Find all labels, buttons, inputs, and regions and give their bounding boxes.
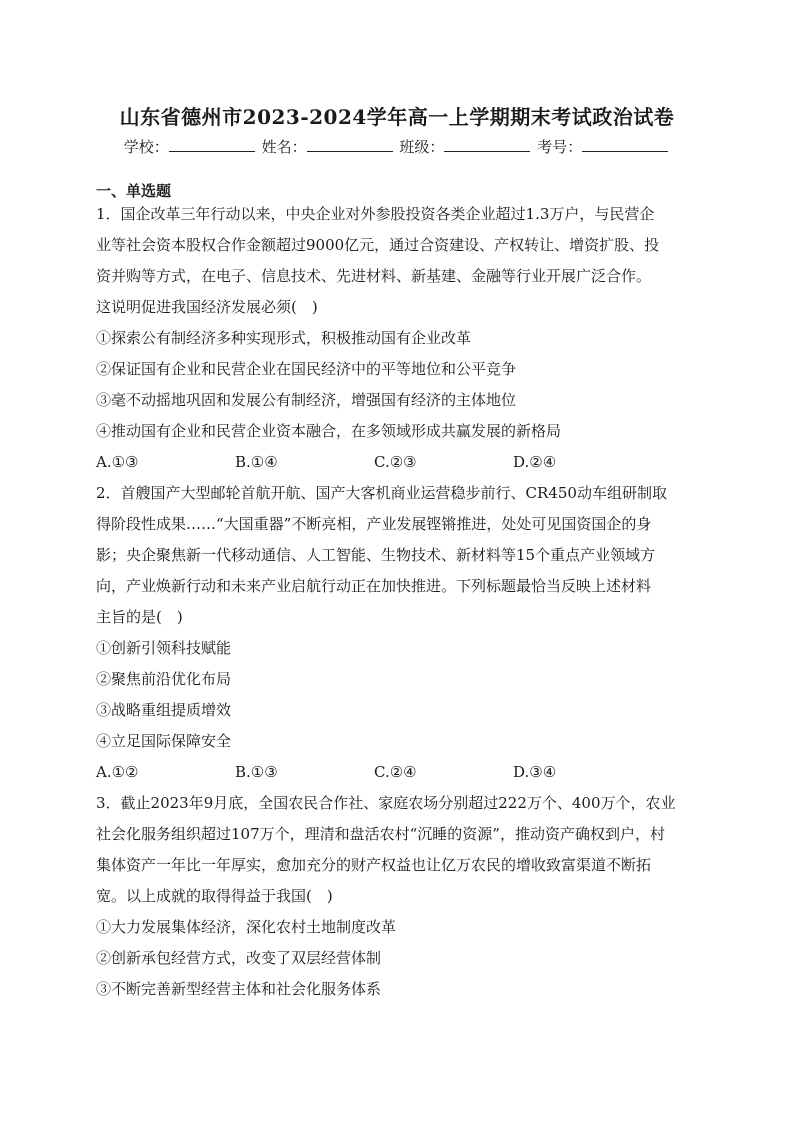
school-blank [169,137,255,152]
question-stem-line: 这说明促进我国经济发展必须( ) [96,298,318,316]
statement-item: ①创新引领科技赋能 [96,639,232,657]
statement-item: ④推动国有企业和民营企业资本融合，在多领域形成共赢发展的新格局 [96,422,562,440]
statement-item: ②聚焦前沿优化布局 [96,670,232,688]
answer-option: A.①② [96,763,139,781]
section-title: 一、单选题 [96,182,172,200]
page-title: 山东省德州市2023-2024学年高一上学期期末考试政治试卷 [119,105,675,129]
statement-item: ②创新承包经营方式，改变了双层经营体制 [96,949,382,967]
answer-options [96,757,696,788]
class-label: 班级： [399,138,445,156]
statement-item: ②保证国有企业和民营企业在国民经济中的平等地位和公平竞争 [96,360,517,378]
answer-options [96,447,696,478]
question-2 [96,478,696,788]
answer-option: B.①④ [235,453,278,471]
question-stem-line: 向，产业焕新行动和未来产业启航行动正在加快推进。下列标题最恰当反映上述材料 [96,577,652,595]
question-stem-line: 集体资产一年比一年厚实，愈加充分的财产权益也让亿万农民的增收致富渠道不断拓 [96,856,652,874]
question-stem-line: 社会化服务组织超过107万个，理清和盘活农村“沉睡的资源”，推动资产确权到户，村 [96,825,665,843]
question-stem-line: 业等社会资本股权合作金额超过9000亿元，通过合资建设、产权转让、增资扩股、投 [96,236,660,254]
question-stem-line: 2．首艘国产大型邮轮首航开航、国产大客机商业运营稳步前行、CR450动车组研制取 [96,484,667,502]
school-label: 学校： [123,138,169,156]
answer-option: C.②③ [374,453,417,471]
answer-option: C.②④ [374,763,417,781]
exam-number-label: 考号： [537,138,583,156]
question-stem-line: 3．截止2023年9月底，全国农民合作社、家庭农场分别超过222万个、400万个，农业 [96,794,676,812]
answer-option: B.①③ [235,763,278,781]
answer-option: D.③④ [513,763,557,781]
question-1 [96,199,696,478]
answer-option: D.②④ [513,453,557,471]
questions-body [96,199,696,1005]
name-blank [307,137,393,152]
question-stem-line: 宽。以上成就的取得得益于我国( ) [96,887,333,905]
question-stem-line: 资并购等方式，在电子、信息技术、先进材料、新基建、金融等行业开展广泛合作。 [96,267,652,285]
statement-item: ①探索公有制经济多种实现形式，积极推动国有企业改革 [96,329,472,347]
question-stem-line: 1．国企改革三年行动以来，中央企业对外参股投资各类企业超过1.3万户，与民营企 [96,205,655,223]
statement-item: ③毫不动摇地巩固和发展公有制经济，增强国有经济的主体地位 [96,391,517,409]
statement-item: ③不断完善新型经营主体和社会化服务体系 [96,980,382,998]
statement-item: ①大力发展集体经济，深化农村土地制度改革 [96,918,397,936]
name-label: 姓名： [261,138,307,156]
question-stem-line: 影；央企聚焦新一代移动通信、人工智能、生物技术、新材料等15个重点产业领域方 [96,546,656,564]
statement-item: ④立足国际保障安全 [96,732,232,750]
statement-item: ③战略重组提质增效 [96,701,232,719]
question-stem-line: 得阶段性成果……“大国重器”不断亮相，产业发展铿锵推进，处处可见国资国企的身 [96,515,652,533]
question-3 [96,788,696,1005]
student-info-row [0,136,794,157]
question-stem-line: 主旨的是( ) [96,608,183,626]
exam-number-blank [582,137,668,152]
class-blank [444,137,530,152]
answer-option: A.①③ [96,453,139,471]
